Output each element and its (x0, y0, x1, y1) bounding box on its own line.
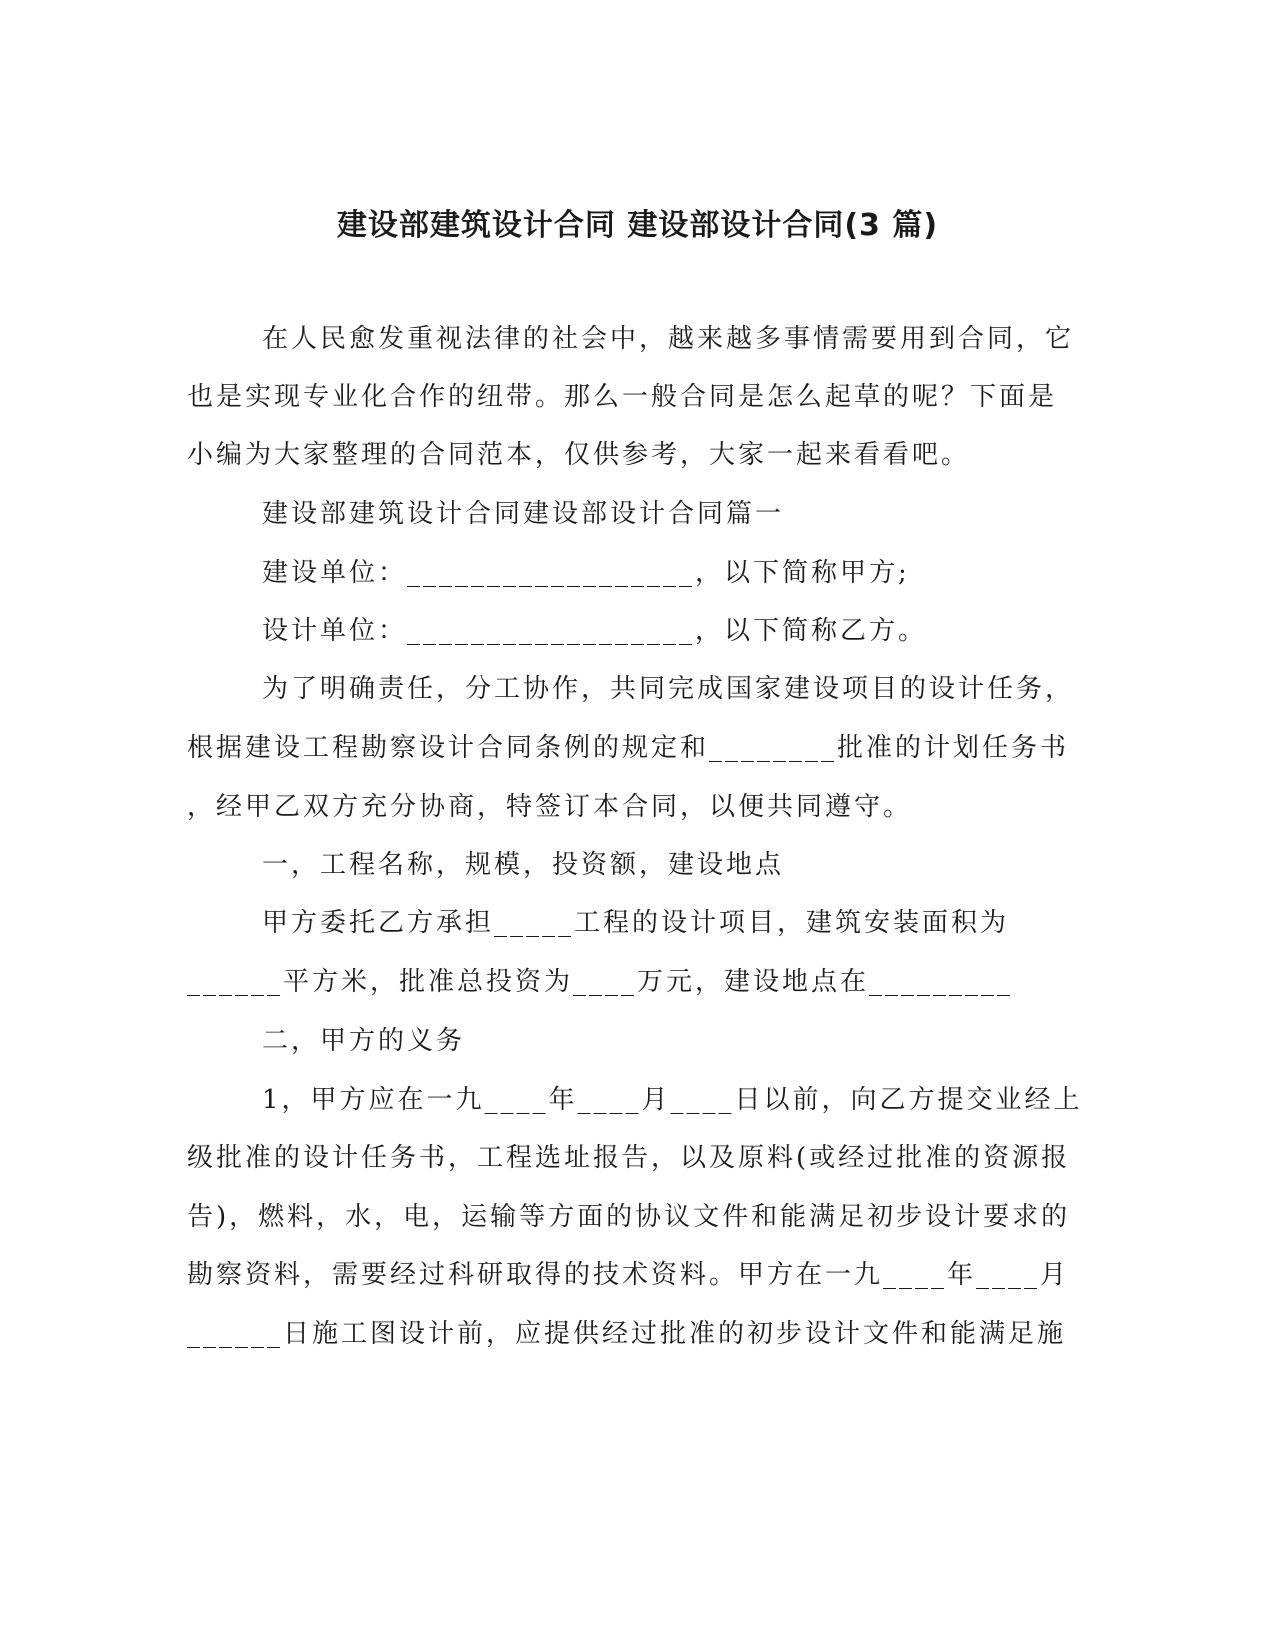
paragraph-line: 小编为大家整理的合同范本，仅供参考，大家一起来看看吧。 (187, 440, 971, 470)
paragraph-line: 根据建设工程勘察设计合同条例的规定和________批准的计划任务书 (187, 733, 1070, 763)
document-title: 建设部建筑设计合同 建设部设计合同(3 篇) (336, 208, 939, 243)
paragraph-line: ，经甲乙双方充分协商，特签订本合同，以便共同遵守。 (187, 792, 913, 822)
paragraph-line: 勘察资料，需要经过科研取得的技术资料。甲方在一九____年____月 (187, 1260, 1070, 1290)
paragraph-line: ______平方米，批准总投资为____万元，建设地点在_________ (187, 967, 1014, 997)
section-heading: 建设部建筑设计合同建设部设计合同篇一 (262, 499, 785, 529)
party-a-line: 建设单位：__________________，以下简称甲方; (262, 558, 910, 588)
clause-heading: 一，工程名称，规模，投资额，建设地点 (262, 850, 785, 880)
paragraph-line: 甲方委托乙方承担_____工程的设计项目，建筑安装面积为 (262, 908, 1010, 938)
party-b-line: 设计单位：__________________，以下简称乙方。 (262, 616, 928, 646)
paragraph-line: 告)，燃料，水，电，运输等方面的协议文件和能满足初步设计要求的 (187, 1202, 1071, 1232)
paragraph-line: 在人民愈发重视法律的社会中，越来越多事情需要用到合同，它 (262, 324, 1075, 354)
clause-heading: 二，甲方的义务 (262, 1026, 466, 1056)
paragraph-line: 1，甲方应在一九____年____月____日以前，向乙方提交业经上 (262, 1085, 1083, 1115)
paragraph-line: 也是实现专业化合作的纽带。那么一般合同是怎么起草的呢？下面是 (187, 382, 1058, 412)
paragraph-line: 为了明确责任，分工协作，共同完成国家建设项目的设计任务， (262, 674, 1075, 704)
paragraph-line: 级批准的设计任务书，工程选址报告，以及原料(或经过批准的资源报 (187, 1143, 1071, 1173)
paragraph-line: ______日施工图设计前，应提供经过批准的初步设计文件和能满足施 (187, 1319, 1067, 1349)
